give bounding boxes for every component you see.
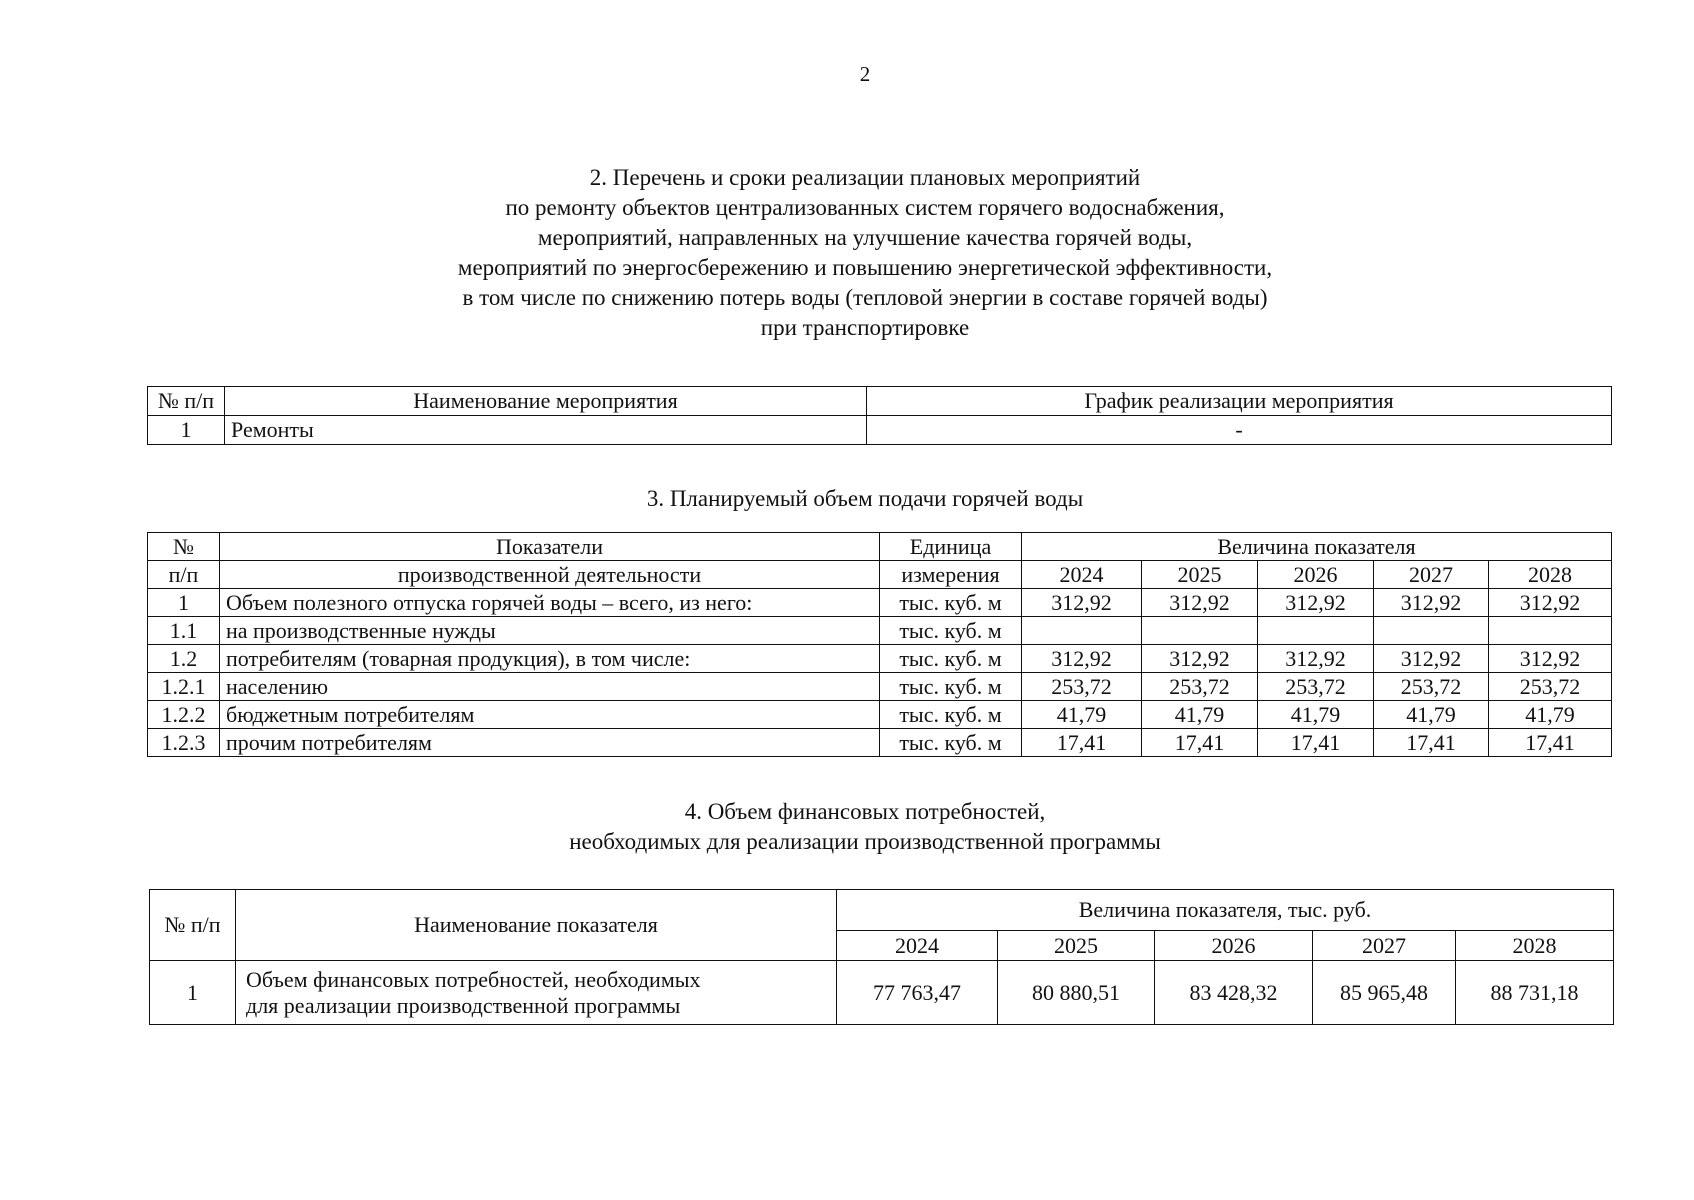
header-indicator-name: Наименование показателя <box>236 890 837 961</box>
header-schedule: График реализации мероприятия <box>867 387 1612 416</box>
row-value <box>1142 617 1258 645</box>
row-value: 83 428,32 <box>1155 961 1313 1025</box>
row-value: 41,79 <box>1022 701 1142 729</box>
row-value: 312,92 <box>1489 645 1612 673</box>
section-2-title-line: при транспортировке <box>760 315 970 340</box>
row-unit: тыс. куб. м <box>880 645 1022 673</box>
row-value: 17,41 <box>1374 729 1489 757</box>
section-4-title-line: необходимых для реализации производственной программы <box>569 829 1161 854</box>
row-value <box>1022 617 1142 645</box>
row-value: 41,79 <box>1142 701 1258 729</box>
row-num: 1.2 <box>148 645 220 673</box>
row-num: 1.2.3 <box>148 729 220 757</box>
header-num: № п/п <box>148 387 225 416</box>
row-indicator: бюджетным потребителям <box>220 701 880 729</box>
header-num: № п/п <box>150 890 236 961</box>
row-unit: тыс. куб. м <box>880 729 1022 757</box>
table-row <box>148 589 1612 617</box>
row-value: 88 731,18 <box>1456 961 1614 1025</box>
row-unit: тыс. куб. м <box>880 617 1022 645</box>
row-num: 1.1 <box>148 617 220 645</box>
row-unit: тыс. куб. м <box>880 701 1022 729</box>
table-header-row <box>150 890 1614 931</box>
table-header-row <box>148 533 1612 561</box>
row-value: 17,41 <box>1142 729 1258 757</box>
row-value: 253,72 <box>1022 673 1142 701</box>
header-indicator: Показатели <box>220 533 880 561</box>
section-4-title <box>0 797 1694 857</box>
row-value: 253,72 <box>1258 673 1374 701</box>
header-value-group: Величина показателя <box>1022 533 1612 561</box>
table-row <box>148 701 1612 729</box>
row-value: 253,72 <box>1142 673 1258 701</box>
row-unit: тыс. куб. м <box>880 589 1022 617</box>
financial-needs-table <box>149 889 1614 1025</box>
row-value <box>1489 617 1612 645</box>
section-2-title-line: в том числе по снижению потерь воды (тепловой энергии в составе горячей воды) <box>462 285 1268 310</box>
row-value: 253,72 <box>1374 673 1489 701</box>
table-row <box>148 645 1612 673</box>
header-unit: измерения <box>880 561 1022 589</box>
table-row <box>148 416 1612 445</box>
header-year: 2025 <box>998 931 1155 961</box>
row-num: 1.2.1 <box>148 673 220 701</box>
row-num: 1.2.2 <box>148 701 220 729</box>
water-supply-table <box>147 532 1612 757</box>
row-value: 312,92 <box>1258 589 1374 617</box>
table-row <box>148 617 1612 645</box>
table-header-row <box>148 387 1612 416</box>
header-year: 2026 <box>1258 561 1374 589</box>
header-year: 2026 <box>1155 931 1313 961</box>
page-number: 2 <box>859 62 871 86</box>
row-value: 312,92 <box>1022 589 1142 617</box>
header-year: 2024 <box>837 931 998 961</box>
row-value: 17,41 <box>1489 729 1612 757</box>
row-value: 312,92 <box>1022 645 1142 673</box>
row-value: 17,41 <box>1022 729 1142 757</box>
row-value: 312,92 <box>1374 589 1489 617</box>
row-unit: тыс. куб. м <box>880 673 1022 701</box>
row-value: 41,79 <box>1258 701 1374 729</box>
row-value: 80 880,51 <box>998 961 1155 1025</box>
header-value-group: Величина показателя, тыс. руб. <box>837 890 1614 931</box>
section-2-title <box>0 163 1694 343</box>
row-value <box>1374 617 1489 645</box>
header-year: 2028 <box>1489 561 1612 589</box>
header-year: 2024 <box>1022 561 1142 589</box>
row-value: 77 763,47 <box>837 961 998 1025</box>
header-year: 2027 <box>1374 561 1489 589</box>
row-value: 312,92 <box>1142 589 1258 617</box>
section-2-title-line: мероприятий по энергосбережению и повышению энергетической эффективности, <box>457 255 1273 280</box>
section-2-title-line: 2. Перечень и сроки реализации плановых мероприятий <box>589 165 1141 190</box>
section-4-title-line: 4. Объем финансовых потребностей, <box>684 799 1046 824</box>
header-num: п/п <box>148 561 220 589</box>
section-2-title-line: по ремонту объектов централизованных систем горячего водоснабжения, <box>505 195 1225 220</box>
row-value: 85 965,48 <box>1313 961 1456 1025</box>
row-indicator: потребителям (товарная продукция), в том числе: <box>220 645 880 673</box>
row-indicator: Объем полезного отпуска горячей воды – всего, из него: <box>220 589 880 617</box>
row-schedule: - <box>867 416 1612 445</box>
header-activity-name: Наименование мероприятия <box>225 387 867 416</box>
row-value: 41,79 <box>1489 701 1612 729</box>
section-3-title <box>0 484 1694 514</box>
header-year: 2027 <box>1313 931 1456 961</box>
row-value: 17,41 <box>1258 729 1374 757</box>
row-value: 312,92 <box>1374 645 1489 673</box>
row-indicator: населению <box>220 673 880 701</box>
row-value: 312,92 <box>1258 645 1374 673</box>
row-value <box>1258 617 1374 645</box>
activities-table <box>147 386 1612 445</box>
row-value: 253,72 <box>1489 673 1612 701</box>
row-num: 1 <box>150 961 236 1025</box>
header-year: 2028 <box>1456 931 1614 961</box>
row-activity-name: Ремонты <box>225 416 867 445</box>
row-value: 312,92 <box>1489 589 1612 617</box>
row-value: 41,79 <box>1374 701 1489 729</box>
row-indicator-name <box>236 961 837 1025</box>
row-indicator: прочим потребителям <box>220 729 880 757</box>
row-indicator-name-line: Объем финансовых потребностей, необходимых <box>246 966 701 992</box>
table-row <box>148 673 1612 701</box>
table-row <box>150 961 1614 1025</box>
header-num: № <box>148 533 220 561</box>
header-year: 2025 <box>1142 561 1258 589</box>
row-value: 312,92 <box>1142 645 1258 673</box>
section-3-title-line: 3. Планируемый объем подачи горячей воды <box>646 486 1084 511</box>
section-2-title-line: мероприятий, направленных на улучшение качества горячей воды, <box>537 225 1193 250</box>
row-num: 1 <box>148 589 220 617</box>
row-indicator-name-line: для реализации производственной программы <box>246 992 681 1018</box>
table-header-row <box>148 561 1612 589</box>
row-num: 1 <box>148 416 225 445</box>
table-row <box>148 729 1612 757</box>
header-unit: Единица <box>880 533 1022 561</box>
header-indicator: производственной деятельности <box>220 561 880 589</box>
row-indicator: на производственные нужды <box>220 617 880 645</box>
